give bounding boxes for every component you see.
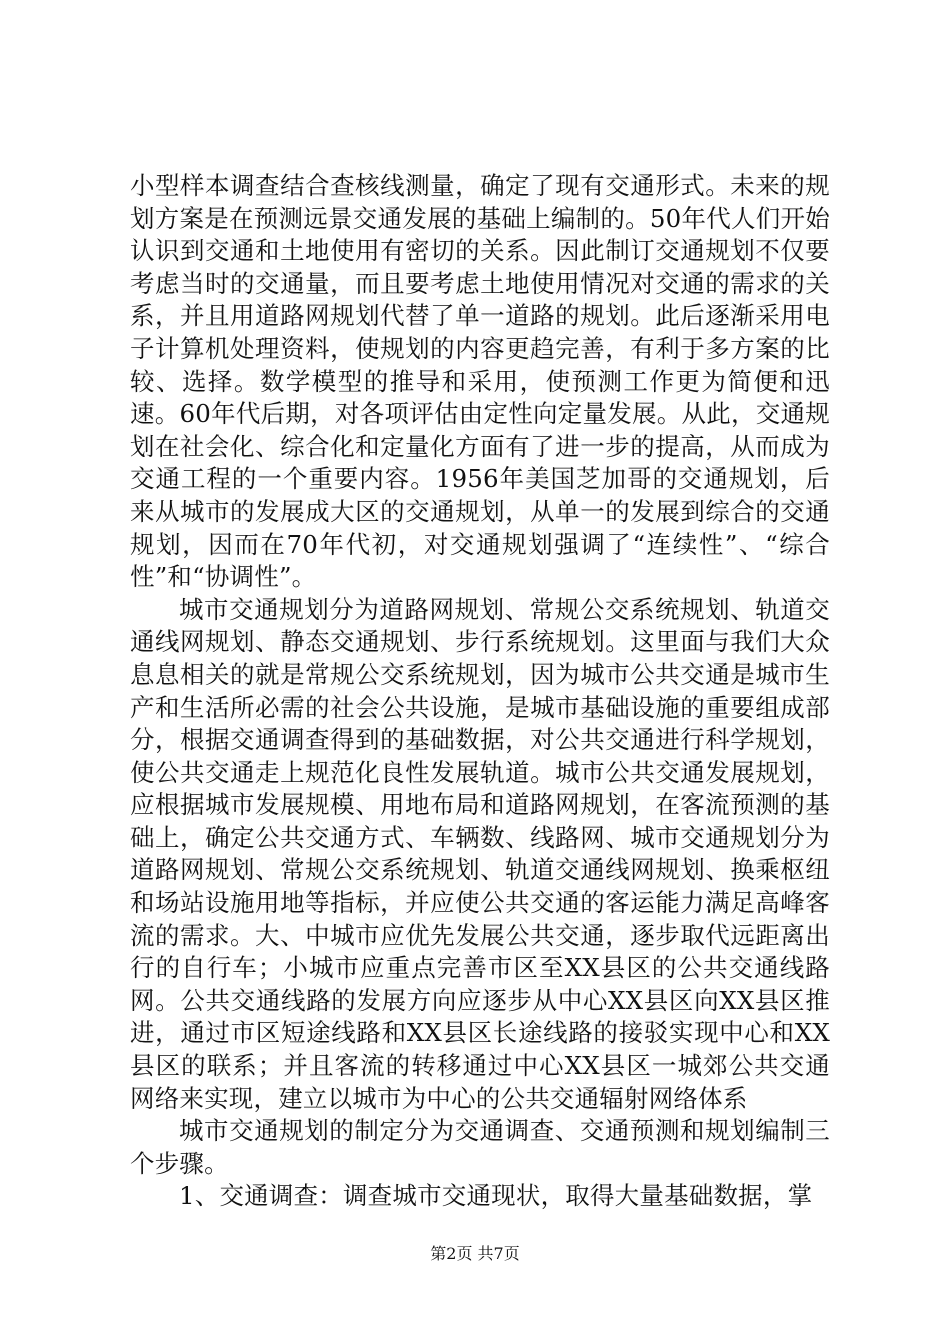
document-body <box>130 170 830 1213</box>
paragraph-planning-categories: 城市交通规划分为道路网规划、常规公交系统规划、轨道交通线网规划、静态交通规划、步行系统规划。这里面与我们大众息息相关的就是常规公交系统规划，因为城市公共交通是城市生产和生活所必需的社会公共设施，是城市基础设施的重要组成部分，根据交通调查得到的基础数据，对公共交通进行科学规划，使公共交通走上规范化良性发展轨道。城市公共交通发展规划，应根据城市发展规模、用地布局和道路网规划，在客流预测的基础上，确定公共交通方式、车辆数、线路网、城市交通规划分为道路网规划、常规公交系统规划、轨道交通线网规划、换乘枢纽和场站设施用地等指标，并应使公共交通的客运能力满足高峰客流的需求。大、中城市应优先发展公共交通，逐步取代远距离出行的自行车；小城市应重点完善市区至XX县区的公共交通线路网。公共交通线路的发展方向应逐步从中心XX县区向XX县区推进，通过市区短途线路和XX县区长途线路的接驳实现中心和XX县区的联系；并且客流的转移通过中心XX县区一城郊公共交通网络来实现，建立以城市为中心的公共交通辐射网络体系 <box>130 594 830 1113</box>
paragraph-planning-steps: 城市交通规划的制定分为交通调查、交通预测和规划编制三个步骤。 <box>130 1116 830 1178</box>
paragraph-traffic-survey: 1、交通调查：调查城市交通现状，取得大量基础数据，掌 <box>179 1181 813 1211</box>
paragraph-traffic-history: 小型样本调查结合查核线测量，确定了现有交通形式。未来的规划方案是在预测远景交通发展的基础上编制的。50年代人们开始认识到交通和土地使用有密切的关系。因此制订交通规划不仅要考虑当时的交通量，而且要考虑土地使用情况对交通的需求的关系，并且用道路网规划代替了单一道路的规划。此后逐渐采用电子计算机处理资料，使规划的内容更趋完善，有利于多方案的比较、选择。数学模型的推导和采用，使预测工作更为简便和迅速。60年代后期，对各项评估由定性向定量发展。从此，交通规划在社会化、综合化和定量化方面有了进一步的提高，从而成为交通工程的一个重要内容。1956年美国芝加哥的交通规划，后来从城市的发展成大区的交通规划，从单一的发展到综合的交通规划，因而在70年代初，对交通规划强调了“连续性”、“综合性”和“协调性”。 <box>130 171 830 592</box>
page-footer <box>0 1244 950 1264</box>
page-number-indicator: 第2页 共7页 <box>430 1244 520 1263</box>
